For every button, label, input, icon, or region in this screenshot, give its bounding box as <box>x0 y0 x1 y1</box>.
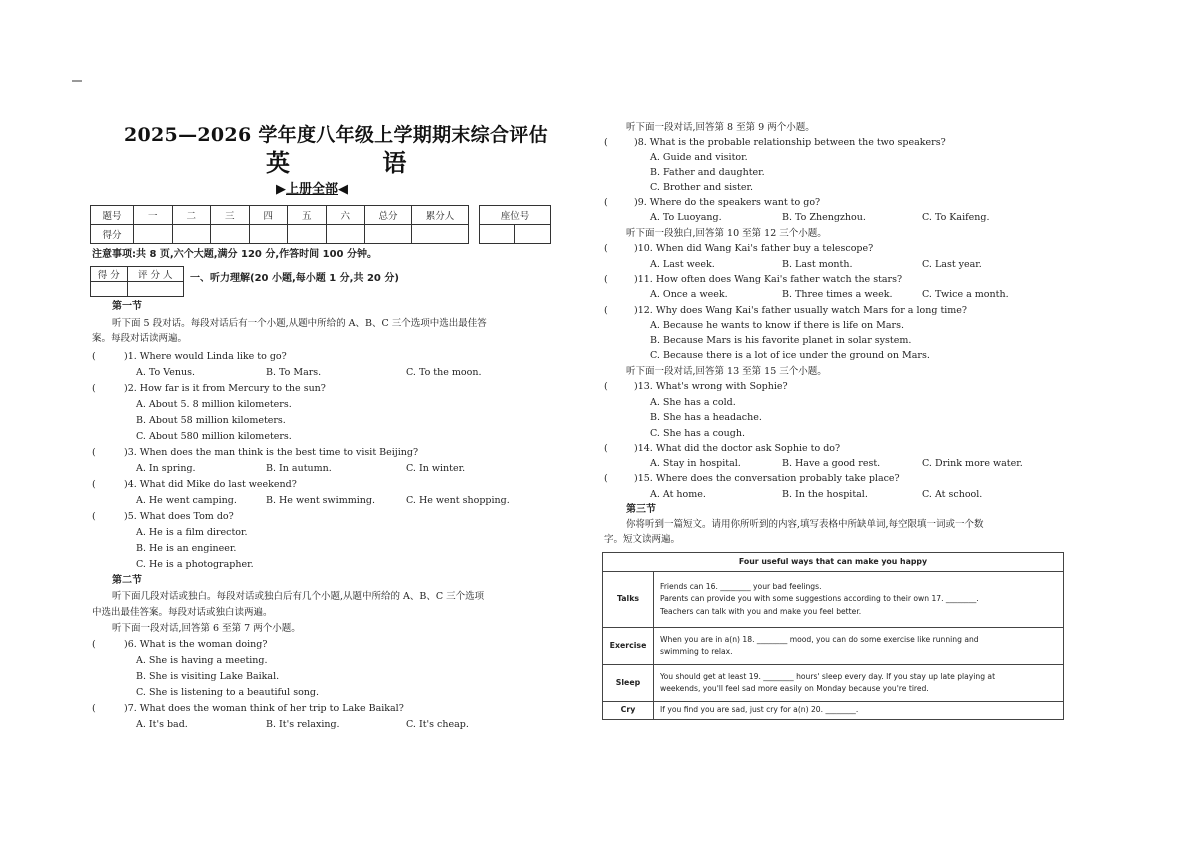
option-b: B. In the hospital. <box>782 489 868 500</box>
part1-title: 一、听力理解(20 小题,每小题 1 分,共 20 分) <box>190 273 399 284</box>
score-cell[interactable] <box>172 225 211 244</box>
option-b: B. Three times a week. <box>782 289 893 300</box>
score-header-cell: 二 <box>172 206 211 225</box>
score-cell[interactable] <box>288 225 327 244</box>
scope-label: ▶上册全部◀ <box>276 182 349 197</box>
option-c: C. He went shopping. <box>406 495 510 506</box>
option-b: B. It's relaxing. <box>266 719 340 730</box>
fill-in-line[interactable]: You should get at least 19. ________ hours' sleep every day. If you stay up late playing at <box>660 671 996 681</box>
subject-title: 英 语 <box>266 148 449 177</box>
question-stem: )8. What is the probable relationship between the two speakers? <box>634 137 946 148</box>
answer-paren[interactable]: ( <box>604 137 608 148</box>
option-c: C. To the moon. <box>406 367 482 378</box>
answer-paren[interactable]: ( <box>604 274 608 285</box>
score-header-cell: 四 <box>249 206 288 225</box>
option-a: A. To Luoyang. <box>650 212 722 223</box>
question-stem: )12. Why does Wang Kai's father usually watch Mars for a long time? <box>634 305 968 316</box>
option-a: A. About 5. 8 million kilometers. <box>136 399 292 410</box>
option-b: B. Because Mars is his favorite planet in solar system. <box>650 335 912 346</box>
option-b: B. Last month. <box>782 259 853 270</box>
option-b: B. To Zhengzhou. <box>782 212 866 223</box>
answer-paren[interactable]: ( <box>92 447 96 458</box>
option-c: C. Last year. <box>922 259 982 270</box>
score-cell[interactable] <box>412 225 469 244</box>
question-stem: )11. How often does Wang Kai's father watch the stars? <box>634 274 903 285</box>
score-cell[interactable] <box>365 225 412 244</box>
option-c: C. In winter. <box>406 463 466 474</box>
option-c: C. She has a cough. <box>650 428 745 439</box>
answer-paren[interactable]: ( <box>92 703 96 714</box>
option-b: B. In autumn. <box>266 463 332 474</box>
question-stem: )3. When does the man think is the best time to visit Beijing? <box>124 447 419 458</box>
question-stem: )4. What did Mike do last weekend? <box>124 479 297 490</box>
question-group-note: 听下面一段对话,回答第 13 至第 15 三个小题。 <box>626 366 827 377</box>
option-c: C. Because there is a lot of ice under the ground on Mars. <box>650 350 930 361</box>
option-b: B. To Mars. <box>266 367 322 378</box>
answer-paren[interactable]: ( <box>92 479 96 490</box>
option-c: C. At school. <box>922 489 983 500</box>
fill-in-line[interactable]: Parents can provide you with some suggestions according to their own 17. ________. <box>660 594 979 604</box>
section1-instruction: 案。每段对话读两遍。 <box>92 333 188 344</box>
notice-text: 注意事项:共 8 页,六个大题,满分 120 分,作答时间 100 分钟。 <box>92 249 377 260</box>
seat-cell[interactable] <box>515 225 551 244</box>
option-b: B. About 58 million kilometers. <box>136 415 286 426</box>
table-cell <box>654 702 1064 720</box>
score-cell[interactable] <box>326 225 365 244</box>
answer-paren[interactable]: ( <box>604 473 608 484</box>
option-b: B. He went swimming. <box>266 495 375 506</box>
option-c: C. Brother and sister. <box>650 182 753 193</box>
option-a: A. It's bad. <box>136 719 188 730</box>
section2-title: 第二节 <box>112 575 142 586</box>
grader-name-cell[interactable] <box>127 282 183 297</box>
table-cell <box>654 665 1064 702</box>
seat-label: 座位号 <box>480 206 551 225</box>
option-b: B. She is visiting Lake Baikal. <box>136 671 280 682</box>
answer-paren[interactable]: ( <box>92 511 96 522</box>
table-line: Teachers can talk with you and make you feel better. <box>660 606 862 616</box>
score-header-cell: 累分人 <box>412 206 469 225</box>
option-b: B. She has a headache. <box>650 412 762 423</box>
table-line: swimming to relax. <box>660 647 733 656</box>
question-group-note: 听下面一段独白,回答第 10 至第 12 三个小题。 <box>626 228 827 239</box>
row-label-talks: Talks <box>603 572 654 628</box>
option-c: C. About 580 million kilometers. <box>136 431 292 442</box>
answer-paren[interactable]: ( <box>92 383 96 394</box>
option-b: B. Father and daughter. <box>650 167 765 178</box>
score-cell[interactable] <box>134 225 173 244</box>
option-a: A. Because he wants to know if there is life on Mars. <box>650 320 904 331</box>
row-label-cry: Cry <box>603 702 654 720</box>
happy-ways-table <box>602 552 1064 720</box>
question-stem: )10. When did Wang Kai's father buy a telescope? <box>634 243 874 254</box>
question-stem: )14. What did the doctor ask Sophie to do? <box>634 443 841 454</box>
answer-paren[interactable]: ( <box>92 639 96 650</box>
question-stem: )9. Where do the speakers want to go? <box>634 197 821 208</box>
fill-in-line[interactable]: When you are in a(n) 18. ________ mood, you can do some exercise like running and <box>660 634 979 644</box>
table-cell <box>654 628 1064 665</box>
score-header-cell: 题号 <box>91 206 134 225</box>
score-header-cell: 总分 <box>365 206 412 225</box>
option-c: C. To Kaifeng. <box>922 212 990 223</box>
table-line: weekends, you'll feel sad more easily on Monday because you're tired. <box>660 684 929 693</box>
score-header-cell: 一 <box>134 206 173 225</box>
grader-score-label: 得 分 <box>91 267 128 282</box>
table-caption: Four useful ways that can make you happy <box>603 553 1064 572</box>
fill-in-line[interactable]: Friends can 16. ________ your bad feelings. <box>660 581 822 591</box>
answer-paren[interactable]: ( <box>604 381 608 392</box>
section3-instruction: 你将听到一篇短文。请用你所听到的内容,填写表格中所缺单词,每空限填一词或一个数 <box>626 519 984 530</box>
answer-paren[interactable]: ( <box>92 351 96 362</box>
grader-score-cell[interactable] <box>91 282 128 297</box>
score-cell[interactable] <box>249 225 288 244</box>
question-stem: )13. What's wrong with Sophie? <box>634 381 788 392</box>
option-c: C. He is a photographer. <box>136 559 254 570</box>
exam-title: 2025—2026 学年度八年级上学期期末综合评估 <box>124 124 548 146</box>
option-a: A. In spring. <box>136 463 196 474</box>
question-group-note: 听下面一段对话,回答第 8 至第 9 两个小题。 <box>626 122 815 133</box>
question-group-note: 听下面一段对话,回答第 6 至第 7 两个小题。 <box>112 623 301 634</box>
option-a: A. To Venus. <box>136 367 195 378</box>
option-c: C. She is listening to a beautiful song. <box>136 687 320 698</box>
fill-in-line[interactable]: If you find you are sad, just cry for a(n) 20. ________. <box>660 705 859 715</box>
section2-instruction: 中选出最佳答案。每段对话或独白读两遍。 <box>92 607 273 618</box>
answer-paren[interactable]: ( <box>604 197 608 208</box>
answer-paren[interactable]: ( <box>604 443 608 454</box>
option-a: A. He went camping. <box>136 495 237 506</box>
answer-paren[interactable]: ( <box>604 243 608 254</box>
option-a: A. Stay in hospital. <box>650 458 741 469</box>
option-a: A. Once a week. <box>650 289 728 300</box>
section2-instruction: 听下面几段对话或独白。每段对话或独白后有几个小题,从题中所给的 A、B、C 三个选项 <box>112 591 485 602</box>
option-a: A. Last week. <box>650 259 715 270</box>
section3-title: 第三节 <box>626 504 656 515</box>
question-stem: )5. What does Tom do? <box>124 511 234 522</box>
option-a: A. She has a cold. <box>650 397 736 408</box>
option-a: A. She is having a meeting. <box>136 655 268 666</box>
question-stem: )15. Where does the conversation probably take place? <box>634 473 900 484</box>
section1-instruction: 听下面 5 段对话。每段对话后有一个小题,从题中所给的 A、B、C 三个选项中选出最佳答 <box>112 318 487 329</box>
scan-mark <box>72 80 82 82</box>
question-stem: )2. How far is it from Mercury to the sun? <box>124 383 326 394</box>
score-row-label: 得分 <box>91 225 134 244</box>
option-a: A. He is a film director. <box>136 527 248 538</box>
section1-title: 第一节 <box>112 301 142 312</box>
score-header-cell: 五 <box>288 206 327 225</box>
question-stem: )7. What does the woman think of her trip to Lake Baikal? <box>124 703 404 714</box>
option-b: B. Have a good rest. <box>782 458 881 469</box>
option-c: C. Drink more water. <box>922 458 1023 469</box>
question-stem: )1. Where would Linda like to go? <box>124 351 287 362</box>
option-b: B. He is an engineer. <box>136 543 237 554</box>
table-cell <box>654 572 1064 628</box>
score-header-cell: 六 <box>326 206 365 225</box>
part1-grader-box <box>90 266 184 297</box>
seat-cell[interactable] <box>480 225 515 244</box>
option-a: A. At home. <box>650 489 706 500</box>
option-c: C. It's cheap. <box>406 719 469 730</box>
section3-instruction: 字。短文读两遍。 <box>604 534 681 545</box>
row-label-exercise: Exercise <box>603 628 654 665</box>
score-table <box>90 205 469 244</box>
answer-paren[interactable]: ( <box>604 305 608 316</box>
seat-table <box>479 205 551 244</box>
score-cell[interactable] <box>211 225 250 244</box>
option-c: C. Twice a month. <box>922 289 1009 300</box>
score-header-cell: 三 <box>211 206 250 225</box>
option-a: A. Guide and visitor. <box>650 152 748 163</box>
question-stem: )6. What is the woman doing? <box>124 639 268 650</box>
row-label-sleep: Sleep <box>603 665 654 702</box>
grader-name-label: 评 分 人 <box>127 267 183 282</box>
